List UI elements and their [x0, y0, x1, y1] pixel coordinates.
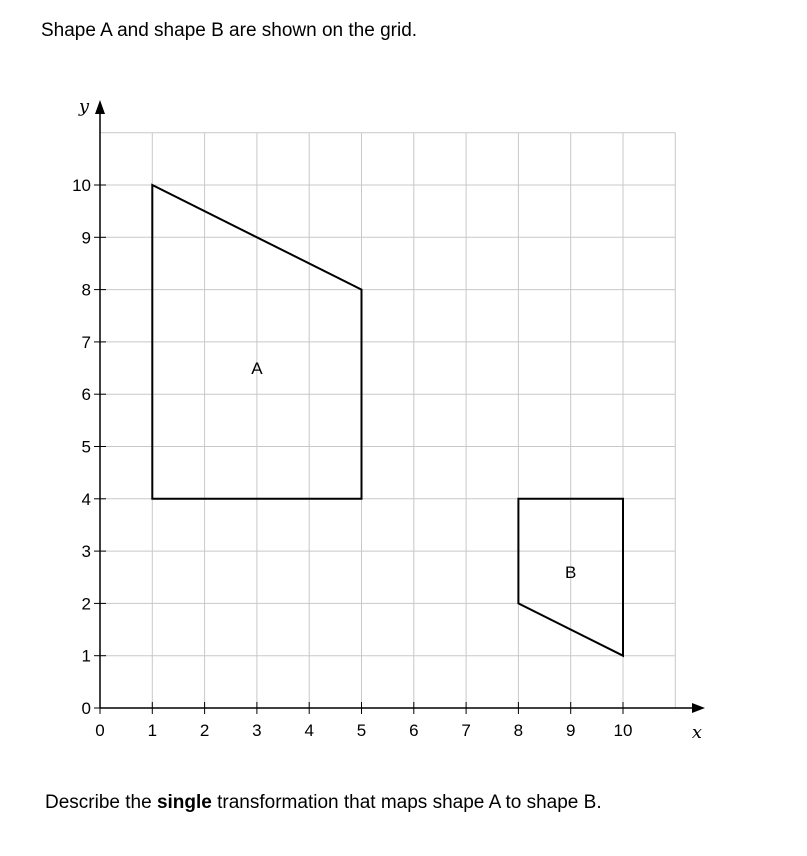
- x-axis-arrow-icon: [692, 703, 705, 713]
- shape-a-label: A: [251, 359, 263, 379]
- x-tick-label: 6: [409, 721, 419, 740]
- y-tick-label: 10: [72, 176, 91, 195]
- x-tick-label: 7: [461, 721, 471, 740]
- y-tick-label: 6: [81, 385, 91, 405]
- shape-b-label: B: [565, 563, 577, 583]
- x-axis-label: x: [691, 722, 703, 743]
- x-tick-label: 1: [147, 721, 158, 740]
- grid-lines: [100, 133, 675, 708]
- question-intro: Shape A and shape B are shown on the grid.: [41, 20, 418, 41]
- x-tick-label: 5: [356, 721, 367, 740]
- y-tick-label: 7: [81, 332, 91, 352]
- y-axis-arrow-icon: [95, 100, 105, 114]
- question-prompt: [45, 792, 602, 814]
- shapes: [152, 185, 623, 656]
- x-tick-label: 8: [513, 721, 524, 740]
- y-tick-label: 2: [81, 594, 91, 614]
- prompt-after: transformation that maps shape A to shape B.: [211, 792, 602, 813]
- prompt-bold: single: [156, 792, 212, 813]
- y-tick-label: 5: [81, 437, 91, 457]
- x-tick-label: 2: [199, 721, 210, 740]
- y-tick-label: 3: [81, 542, 91, 562]
- x-tick-label: 10: [613, 721, 633, 740]
- y-axis-label: y: [78, 96, 90, 117]
- x-tick-label: 9: [565, 721, 576, 740]
- y-tick-label: 0: [81, 699, 91, 718]
- x-tick-label: 0: [95, 721, 105, 740]
- prompt-before: Describe the: [45, 792, 157, 813]
- y-tick-label: 1: [81, 646, 91, 666]
- axes: [78, 96, 705, 743]
- y-tick-label: 8: [81, 280, 91, 300]
- x-tick-label: 3: [252, 721, 262, 740]
- x-tick-label: 4: [304, 721, 314, 740]
- y-tick-label: 9: [81, 228, 91, 248]
- y-tick-label: 4: [81, 489, 91, 509]
